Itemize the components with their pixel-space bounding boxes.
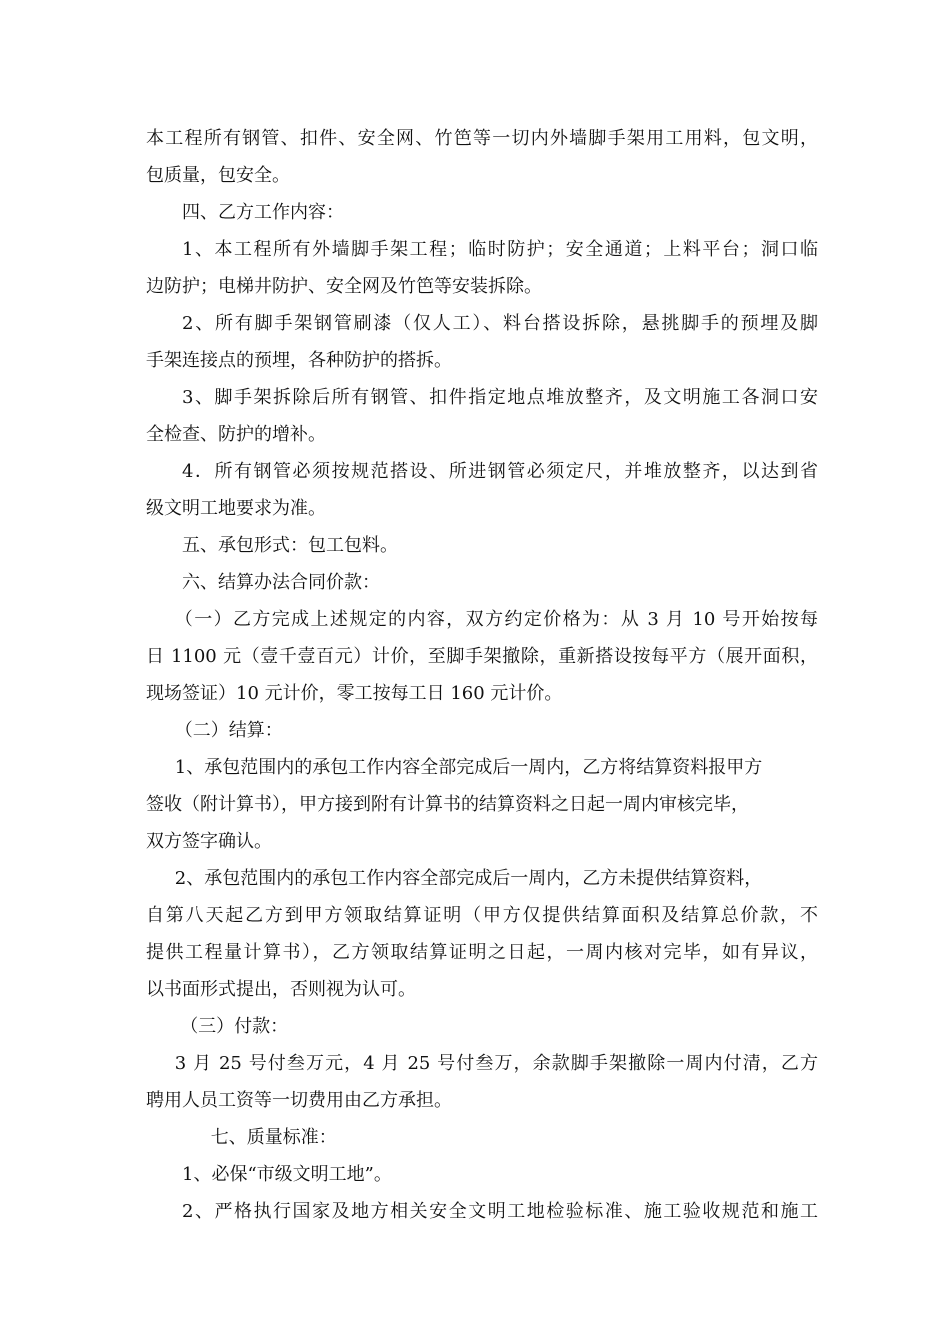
text-line: 2、严格执行国家及地方相关安全文明工地检验标准、施工验收规范和施工 (182, 1201, 818, 1222)
text-line: 2、所有脚手架钢管刷漆（仅人工）、料台搭设拆除，悬挑脚手的预埋及脚 (182, 313, 818, 334)
text-line: 七、质量标准： (210, 1127, 337, 1148)
text-line: （三）付款： (180, 1016, 289, 1037)
text-line: 1、承包范围内的承包工作内容全部完成后一周内，乙方将结算资料报甲方 (174, 757, 763, 778)
text-line: 自第八天起乙方到甲方领取结算证明（甲方仅提供结算面积及结算总价款，不 (146, 905, 818, 926)
text-line: 六、结算办法合同价款： (182, 572, 380, 593)
document-body (146, 120, 818, 1230)
text-line: （二）结算： (174, 720, 283, 741)
text-line: 聘用人员工资等一切费用由乙方承担。 (146, 1090, 452, 1111)
text-line: 全检查、防护的增补。 (146, 424, 326, 445)
text-line: 手架连接点的预埋，各种防护的搭拆。 (146, 350, 452, 371)
text-line: 1、必保“市级文明工地”。 (182, 1164, 392, 1185)
text-line: 包质量，包安全。 (146, 165, 290, 186)
text-line: 4．所有钢管必须按规范搭设、所进钢管必须定尺，并堆放整齐，以达到省 (182, 461, 818, 482)
text-line: 五、承包形式：包工包料。 (182, 535, 398, 556)
text-line: 以书面形式提出，否则视为认可。 (146, 979, 416, 1000)
text-line: 边防护；电梯井防护、安全网及竹笆等安装拆除。 (146, 276, 542, 297)
text-line: 现场签证）10 元计价，零工按每工日 160 元计价。 (146, 683, 563, 704)
text-line: 1、本工程所有外墙脚手架工程；临时防护；安全通道；上料平台；洞口临 (182, 239, 818, 260)
text-line: 四、乙方工作内容： (182, 202, 344, 223)
text-line: 双方签字确认。 (146, 831, 272, 852)
text-line: 3 月 25 号付叁万元，4 月 25 号付叁万，余款脚手架撤除一周内付清，乙方 (174, 1053, 818, 1074)
text-line: （一）乙方完成上述规定的内容，双方约定价格为：从 3 月 10 号开始按每 (174, 609, 818, 630)
text-line: 提供工程量计算书），乙方领取结算证明之日起，一周内核对完毕，如有异议， (146, 942, 818, 963)
text-line: 3、脚手架拆除后所有钢管、扣件指定地点堆放整齐，及文明施工各洞口安 (182, 387, 818, 408)
text-line: 日 1100 元（壹千壹百元）计价，至脚手架撤除，重新搭设按每平方（展开面积， (146, 646, 818, 667)
text-line: 签收（附计算书），甲方接到附有计算书的结算资料之日起一周内审核完毕， (146, 794, 749, 815)
text-line: 2、承包范围内的承包工作内容全部完成后一周内，乙方未提供结算资料， (174, 868, 763, 889)
text-line: 本工程所有钢管、扣件、安全网、竹笆等一切内外墙脚手架用工用料，包文明， (146, 128, 818, 149)
text-line: 级文明工地要求为准。 (146, 498, 326, 519)
